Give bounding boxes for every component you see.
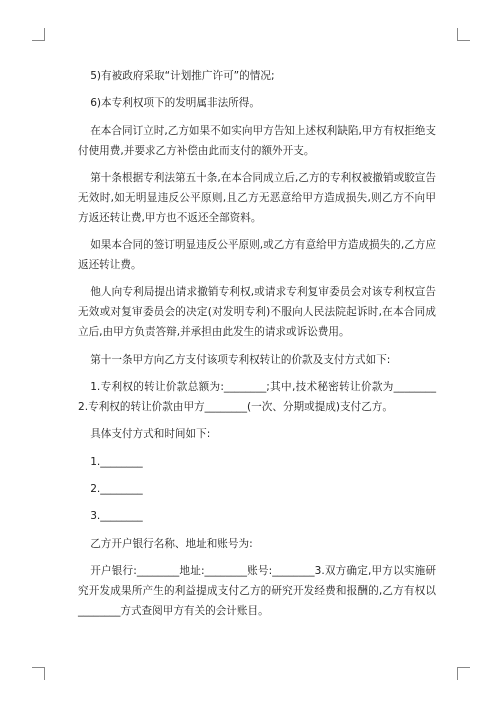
list-item-payment-2: 2.________: [90, 482, 143, 495]
paragraph-bank-info: 乙方开户银行名称、地址和账号为:: [90, 537, 253, 550]
paragraph-article-10: 第十条根据专利法第五十条,在本合同成立后,乙方的专利权被撤销或駮宣告无效时,如无明显违反公平原则,且乙方无恶意给甲方造成损失,则乙方不向甲方返还转让费,甲方也不返还全部资料。: [78, 171, 436, 224]
crop-mark-top-left: [32, 28, 45, 41]
paragraph-clause-6: 6)本专利权项下的发明属非法所得。: [90, 97, 260, 110]
paragraph-price: 1.专利权的转让价款总额为:________;其中,技术秘密转让价款为________2.专利权的转让价款由甲方________(一次、分期或提成)支付乙方。: [78, 381, 436, 414]
paragraph-payment-method: 具体支付方式和时间如下:: [90, 428, 211, 441]
document-body: [78, 66, 436, 628]
list-item-payment-1: 1.________: [90, 455, 143, 468]
crop-mark-bottom-left: [32, 667, 45, 680]
paragraph-article-11: 第十一条甲方向乙方支付该项专利权转让的价款及支付方式如下:: [90, 353, 391, 366]
crop-mark-top-right: [457, 28, 470, 41]
list-item-payment-3: 3.________: [90, 510, 143, 523]
paragraph-disclosure: 在本合同订立时,乙方如果不如实向甲方告知上述权利缺陷,甲方有权拒绝支付使用费,并要求乙方补偿由此而支付的额外开支。: [78, 124, 436, 157]
paragraph-defense: 他人向专利局提出请求撤销专利权,或请求专利复审委员会对该专利权宣告无效或对复审委员会的决定(对发明专利)不服向人民法院起诉时,在本合同成立后,由甲方负责答辩,并承担由此发生的请求或诉讼费用。: [78, 286, 436, 339]
paragraph-bank-details: 开户银行:________地址:________账号:________3.双方确定,甲方以实施研究开发成果所产生的利益提成支付乙方的研究开发经费和报酬的,乙方有权以________方式查阅甲方有关的会计账目。: [78, 564, 436, 617]
crop-mark-bottom-right: [457, 667, 470, 680]
paragraph-clause-5: 5)有被政府采取“计划推广许可”的情况;: [90, 70, 275, 82]
paragraph-refund: 如果本合同的签订明显违反公平原则,或乙方有意给甲方造成损失的,乙方应返还转让费。: [78, 239, 436, 272]
